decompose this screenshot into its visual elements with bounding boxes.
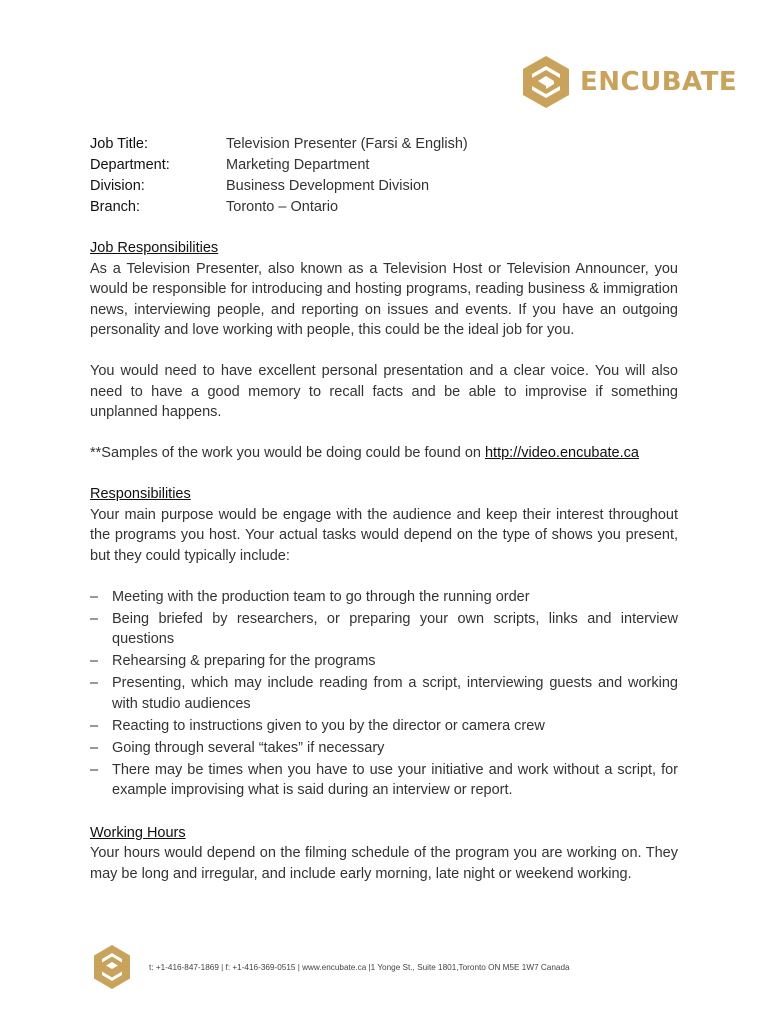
dash-bullet: – — [90, 653, 99, 669]
meta-value: Television Presenter (Farsi & English) — [226, 136, 468, 152]
meta-value: Marketing Department — [226, 157, 370, 173]
job-meta — [90, 134, 468, 218]
meta-label: Job Title: — [90, 136, 149, 152]
meta-row-department — [90, 155, 468, 176]
dash-bullet: – — [90, 610, 99, 627]
encubate-cube-icon — [92, 944, 132, 990]
list-item — [90, 651, 678, 672]
list-item-text: Meeting with the production team to go through the running order — [112, 588, 530, 605]
meta-value: Business Development Division — [226, 178, 430, 194]
samples-paragraph — [90, 443, 678, 464]
encubate-logo — [518, 54, 737, 110]
page-footer — [92, 944, 570, 990]
meta-row-title — [90, 134, 468, 155]
spacer — [90, 423, 678, 444]
paragraph: As a Television Presenter, also known as a Television Host or Television Announcer, you would be responsible for introducing and hosting programs, reading business & immigration news, interviewing people, and reporting on issues and events. If you have an outgoing personality and love working with people, this could be the ideal job for you. — [90, 260, 678, 338]
footer-contact: t: +1-416-847-1869 | f: +1-416-369-0515 | www.encubate.ca |1 Yonge St., Suite 1801,Toronto ON M5E 1W7 Canada — [149, 962, 570, 972]
list-item-text: Rehearsing & preparing for the programs — [112, 653, 376, 669]
paragraph: You would need to have excellent personal presentation and a clear voice. You will also need to have a good memory to recall facts and be able to improvise if something unplanned happens. — [90, 363, 678, 420]
list-item — [90, 609, 678, 650]
section-title-job-responsibilities: Job Responsibilities — [90, 240, 219, 256]
list-item-text: Presenting, which may include reading from a script, interviewing guests and working with studio audiences — [112, 675, 678, 712]
dash-bullet: – — [90, 588, 99, 605]
meta-label: Department: — [90, 157, 170, 173]
list-item — [90, 716, 678, 737]
dash-bullet: – — [90, 761, 99, 778]
spacer — [90, 464, 678, 485]
dash-bullet: – — [90, 717, 99, 734]
samples-text: **Samples of the work you would be doing could be found on — [90, 445, 485, 461]
brand-name: ENCUBATE — [580, 67, 738, 97]
list-item-text: Going through several “takes” if necessary — [112, 739, 385, 756]
spacer — [90, 566, 678, 587]
video-link[interactable]: http://video.encubate.ca — [484, 445, 639, 461]
list-item — [90, 673, 678, 714]
responsibilities-list — [90, 587, 678, 801]
document-body — [90, 238, 678, 884]
section-title-responsibilities: Responsibilities — [90, 486, 191, 502]
paragraph: Your hours would depend on the filming schedule of the program you are working on. They may be long and irregular, and include early morning, late night or weekend working. — [90, 845, 678, 882]
meta-row-division — [90, 176, 468, 197]
list-item — [90, 587, 678, 608]
encubate-logo-icon — [518, 54, 574, 110]
section-title-working-hours: Working Hours — [90, 824, 186, 841]
list-item-text: Being briefed by researchers, or preparing your own scripts, links and interview questions — [112, 610, 678, 647]
list-item — [90, 738, 678, 759]
meta-row-branch — [90, 197, 468, 218]
paragraph: Your main purpose would be engage with the audience and keep their interest throughout the programs you host. Your actual tasks would depend on the type of shows you present, but they could typically include: — [90, 506, 678, 564]
spacer — [90, 802, 678, 823]
meta-label: Division: — [90, 178, 145, 194]
dash-bullet: – — [90, 739, 99, 756]
meta-value: Toronto – Ontario — [226, 199, 339, 215]
spacer — [90, 341, 678, 362]
list-item — [90, 760, 678, 801]
meta-label: Branch: — [90, 199, 140, 215]
list-item-text: There may be times when you have to use your initiative and work without a script, for example improvising what is said during an interview or report. — [112, 761, 678, 798]
dash-bullet: – — [90, 675, 99, 691]
list-item-text: Reacting to instructions given to you by the director or camera crew — [112, 717, 545, 734]
